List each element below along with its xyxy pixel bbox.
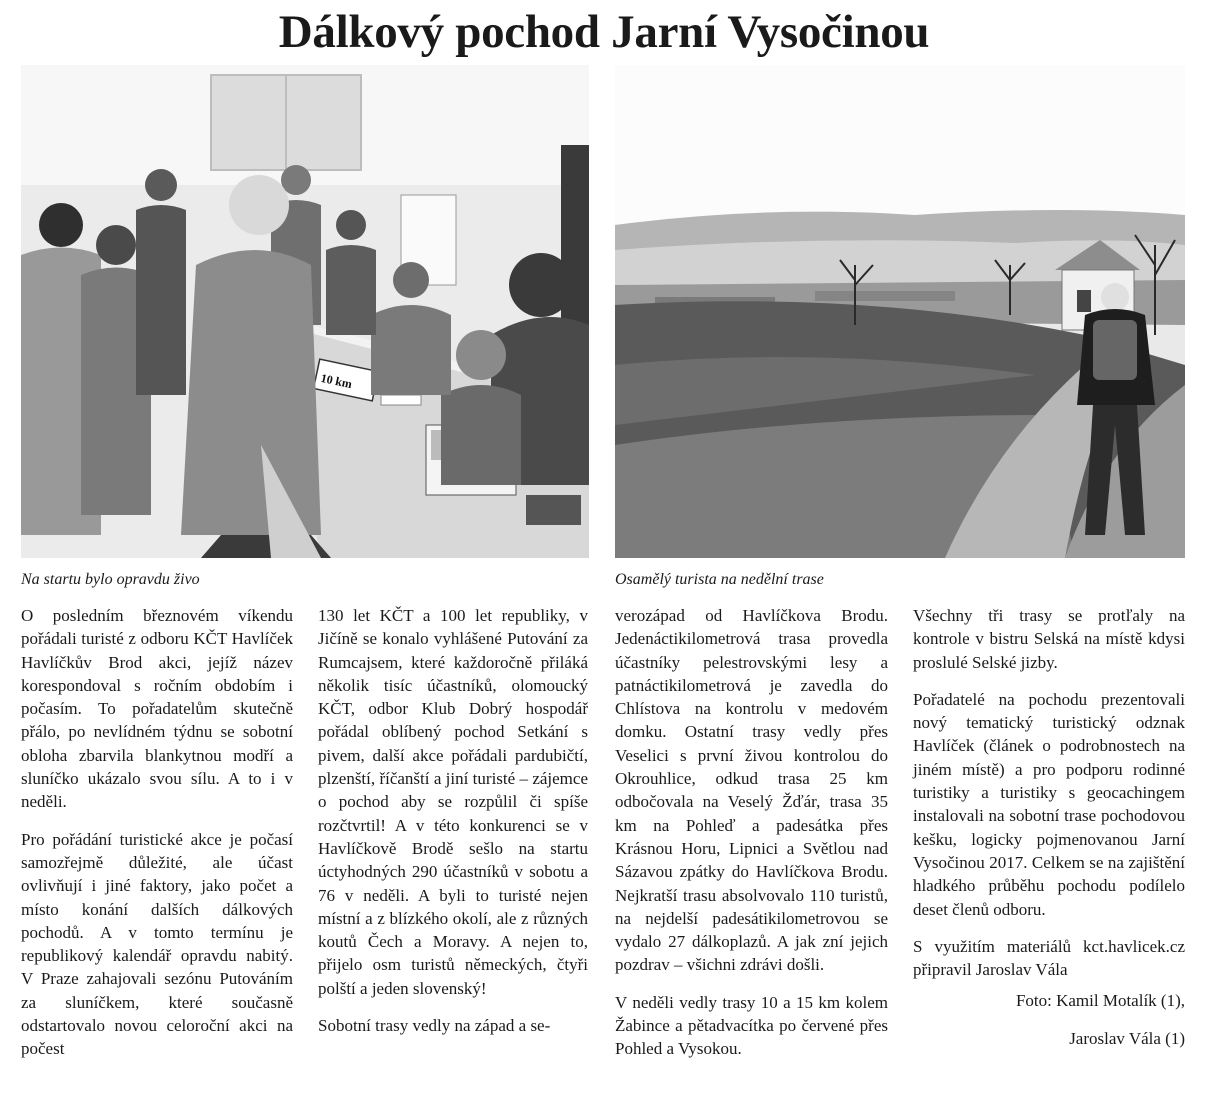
photo-credit-line: Foto: Kamil Motalík (1),	[1015, 991, 1185, 1011]
text-column-4	[913, 604, 1185, 1064]
text-column-2	[318, 604, 588, 1037]
photo-registration-start	[21, 65, 589, 558]
paragraph: S využitím materiálů kct.havlicek.cz připravil Jaroslav Vála	[913, 936, 1185, 980]
sign-10km: 10 km	[319, 370, 354, 392]
article-title: Dálkový pochod Jarní Vysočinou	[278, 6, 930, 58]
paragraph: verozápad od Havlíčkova Brodu. Jedenáctikilometrová trasa provedla účastníky pelestrovskými lesy a patnáctikilometrová je zavedla do Chlístova na kontrolu v medovém domku. Ostatní trasy vedly přes Veselici s první živou kontrolou do Okrouhlice, odkud trasa 25 km odbočovala na Veselý Žďár, trasa 35 km na Pohleď a padesátka přes Krásnou Horu, Lipnici a Světlou nad Sázavou zpátky do Havlíčkova Brodu. Nejkratší trasu absolvovalo 110 turistů, na nejdelší padesátikilometrovou se vydalo 27 dálkoplazů. A jak zní jejich pozdrav – všichni zdrávi došli.	[615, 606, 888, 975]
paragraph: V neděli vedly trasy 10 a 15 km kolem Žabince a pětadvacítka po červené přes Pohled a Vysokou.	[615, 992, 888, 1059]
text-column-1	[21, 604, 293, 1061]
paragraph: O posledním březnovém víkendu pořádali turisté z odboru KČT Havlíček Havlíčkův Brod akci, jejíž název korespondoval s ročním obdobím i počasím. To pořadatelům skutečně přálo, po nevlídném týdnu se sobotní obloha zbarvila blankytnou modří a sluníčko ukázalo svou sílu. A to i v neděli.	[21, 606, 293, 812]
paragraph: 130 let KČT a 100 let republiky, v Jičíně se konalo vyhlášené Putování za Rumcajsem, které každoročně přiláká několik tisíc účastníků, olomoucký KČT, odbor Klub Dobrý hospodář pořádal oblíbený pochod Setkání s pivem, další akce pořádali pardubičtí, plzenští, říčanští a jiní turisté – zájemce o pochod aby se rozpůlil či spíše rozčtvrtil! A v této konkurenci se v Havlíčkově Brodě sešlo na startu úctyhodných 290 účastníků v sobotu a 76 v neděli. A byli to turisté nejen místní a z blízkého okolí, ale z různých koutů Čech a Moravy. A nejen to, přijelo osm turistů německých, čtyři polští a jeden slovenský!	[318, 606, 588, 998]
photo-credit-line: Jaroslav Vála (1)	[1069, 1028, 1185, 1048]
caption-right: Osamělý turista na nedělní trase	[615, 571, 824, 588]
paragraph: Pořadatelé na pochodu prezentovali nový tematický turistický odznak Havlíček (článek o podrobnostech na jiném místě) a pro podporu rodinné turistiky a turistiky s geocachingem instalovali na sobotní trase pochodovou kešku, logicky pojmenovanou Jarní Vysočinou 2017. Celkem se na zajištění hladkého průběhu pochodu podílelo deset členů odboru.	[913, 689, 1185, 919]
paragraph: Pro pořádání turistické akce je počasí samozřejmě důležité, ale účast ovlivňují i jiné faktory, jako počet a místo konání dalších dálkových pochodů. A v tomto termínu je republikový kalendář opravdu nabitý. V Praze zahajovali sezónu Putováním za sluníčkem, které současně odstartovalo novou celoroční akci na počest	[21, 829, 293, 1059]
paragraph: Sobotní trasy vedly na západ a se-	[318, 1016, 551, 1036]
caption-left: Na startu bylo opravdu živo	[21, 571, 200, 588]
text-column-3	[615, 604, 888, 1061]
photo-lone-hiker	[615, 65, 1185, 558]
paragraph: Všechny tři trasy se protľaly na kontrole v bistru Selská na místě kdysi proslulé Selské jizby.	[913, 606, 1185, 672]
